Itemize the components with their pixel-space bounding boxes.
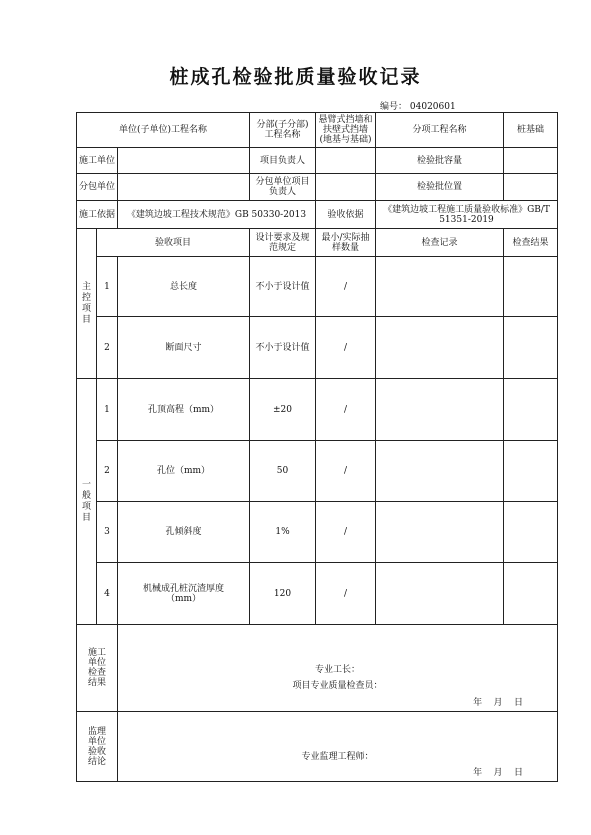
supervision-check-signoff[interactable] — [118, 712, 558, 782]
quality-inspector-label: 项目专业质量检查员： — [292, 681, 383, 691]
table-row — [77, 257, 558, 317]
main-control-group-label: 主控项目 — [81, 281, 91, 325]
column-item-header: 验收项目 — [97, 229, 250, 257]
construction-unit-value[interactable] — [118, 148, 250, 174]
project-manager-label: 项目负责人 — [250, 148, 316, 174]
unit-project-name-label: 单位(子单位)工程名称 — [77, 113, 250, 148]
check-record[interactable] — [376, 502, 504, 563]
item-number: 2 — [97, 317, 118, 379]
design-requirement: 50 — [250, 441, 316, 502]
item-number: 1 — [97, 257, 118, 317]
batch-location-label: 检验批位置 — [376, 174, 504, 201]
batch-capacity-value[interactable] — [504, 148, 558, 174]
item-name: 总长度 — [118, 257, 250, 317]
table-row — [77, 441, 558, 502]
construction-check-signoff[interactable] — [118, 625, 558, 712]
item-name: 断面尺寸 — [118, 317, 250, 379]
check-record[interactable] — [376, 441, 504, 502]
item-name: 孔顶高程（mm） — [118, 379, 250, 441]
construction-basis-label: 施工依据 — [77, 201, 118, 229]
page-title: 桩成孔检验批质量验收记录 — [169, 66, 422, 88]
acceptance-record-table — [76, 112, 558, 782]
subcontract-manager-value[interactable] — [316, 174, 376, 201]
sample-quantity[interactable]: / — [316, 441, 376, 502]
sample-quantity[interactable]: / — [316, 257, 376, 317]
table-row — [77, 502, 558, 563]
check-record[interactable] — [376, 257, 504, 317]
general-group-label: 一般项目 — [81, 479, 91, 523]
check-record[interactable] — [376, 317, 504, 379]
foreman-label: 专业工长： — [314, 665, 360, 675]
batch-location-value[interactable] — [504, 174, 558, 201]
check-result[interactable] — [504, 502, 558, 563]
item-name: 孔位（mm） — [118, 441, 250, 502]
division-project-name-value[interactable]: 悬臂式挡墙和扶壁式挡墙(地基与基础) — [316, 113, 376, 148]
sample-quantity[interactable]: / — [316, 563, 376, 625]
supervision-check-label: 监理单位验收结论 — [77, 712, 118, 782]
supervision-engineer-label: 专业监理工程师： — [301, 752, 374, 762]
division-project-name-label: 分部(子分部)工程名称 — [250, 113, 316, 148]
table-row — [77, 317, 558, 379]
sample-quantity[interactable]: / — [316, 502, 376, 563]
table-row — [77, 379, 558, 441]
subcontract-manager-label: 分包单位项目负责人 — [250, 174, 316, 201]
check-result[interactable] — [504, 379, 558, 441]
check-result[interactable] — [504, 441, 558, 502]
construction-check-label: 施工单位检查结果 — [77, 625, 118, 712]
design-requirement: 120 — [250, 563, 316, 625]
design-requirement: ±20 — [250, 379, 316, 441]
table-row — [77, 563, 558, 625]
subcontract-unit-label: 分包单位 — [77, 174, 118, 201]
check-result[interactable] — [504, 257, 558, 317]
column-sample-header: 最小/实际抽样数量 — [316, 229, 376, 257]
acceptance-basis-label: 验收依据 — [316, 201, 376, 229]
column-design-header: 设计要求及规范规定 — [250, 229, 316, 257]
design-requirement: 不小于设计值 — [250, 257, 316, 317]
sample-quantity[interactable]: / — [316, 379, 376, 441]
check-result[interactable] — [504, 317, 558, 379]
design-requirement: 1% — [250, 502, 316, 563]
main-control-group — [77, 229, 97, 379]
supervision-check-date: 年 月 日 — [473, 768, 523, 778]
item-number: 3 — [97, 502, 118, 563]
construction-unit-label: 施工单位 — [77, 148, 118, 174]
check-result[interactable] — [504, 563, 558, 625]
subcontract-unit-value[interactable] — [118, 174, 250, 201]
project-manager-value[interactable] — [316, 148, 376, 174]
item-name: 孔倾斜度 — [118, 502, 250, 563]
construction-basis-value[interactable]: 《建筑边坡工程技术规范》GB 50330-2013 — [118, 201, 316, 229]
check-record[interactable] — [376, 379, 504, 441]
column-result-header: 检查结果 — [504, 229, 558, 257]
item-name: 机械成孔桩沉渣厚度（mm） — [118, 563, 250, 625]
item-number: 4 — [97, 563, 118, 625]
subitem-project-name-label: 分项工程名称 — [376, 113, 504, 148]
construction-check-date: 年 月 日 — [473, 698, 523, 708]
general-group — [77, 379, 97, 625]
item-number: 1 — [97, 379, 118, 441]
record-number — [380, 99, 560, 112]
batch-capacity-label: 检验批容量 — [376, 148, 504, 174]
record-number-value: 04020601 — [409, 102, 456, 112]
sample-quantity[interactable]: / — [316, 317, 376, 379]
record-number-label: 编号： — [380, 102, 408, 112]
check-record[interactable] — [376, 563, 504, 625]
item-number: 2 — [97, 441, 118, 502]
design-requirement: 不小于设计值 — [250, 317, 316, 379]
subitem-project-name-value[interactable]: 桩基础 — [504, 113, 558, 148]
column-record-header: 检查记录 — [376, 229, 504, 257]
acceptance-basis-value[interactable]: 《建筑边坡工程施工质量验收标准》GB/T 51351-2019 — [376, 201, 558, 229]
